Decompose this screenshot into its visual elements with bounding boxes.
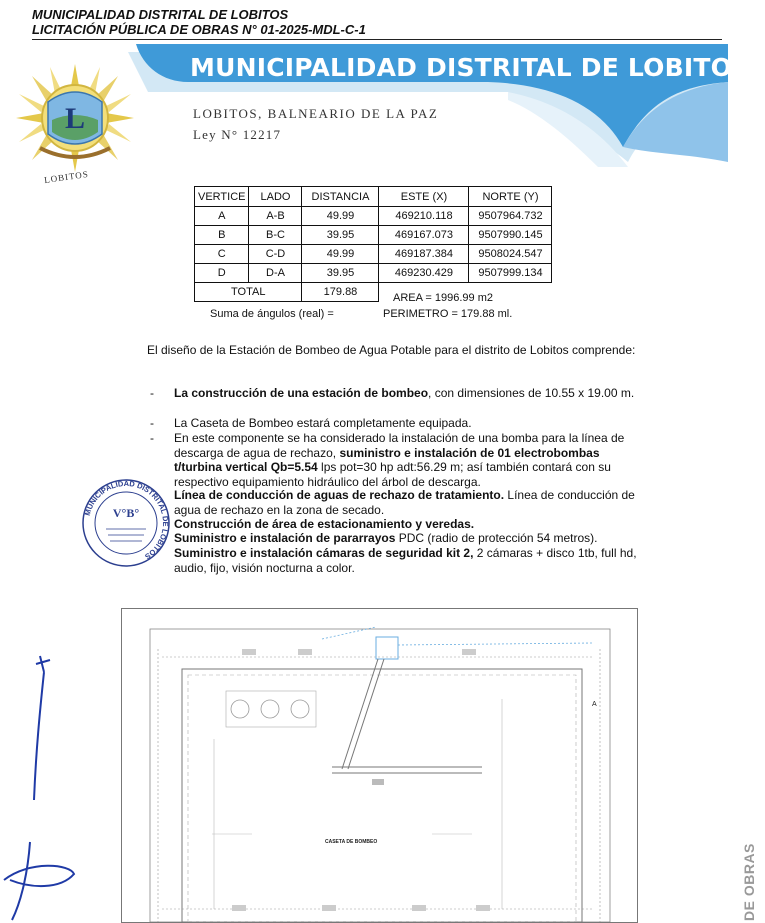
cell-lado: B-C xyxy=(249,226,302,245)
cell-lado: D-A xyxy=(249,264,302,283)
list-item xyxy=(174,531,638,546)
col-header-distancia: DISTANCIA xyxy=(302,187,379,207)
table-row xyxy=(195,226,552,245)
cell-distancia: 49.99 xyxy=(302,245,379,264)
site-plan-lines xyxy=(122,609,637,922)
side-margin-text: DE OBRAS xyxy=(741,843,757,921)
cell-norte: 9507990.145 xyxy=(469,226,552,245)
cell-vertice: C xyxy=(195,245,249,264)
cell-lado: A-B xyxy=(249,207,302,226)
col-header-lado: LADO xyxy=(249,187,302,207)
cell-norte: 9507999.134 xyxy=(469,264,552,283)
bullet-dash: - xyxy=(150,386,154,400)
list-item xyxy=(174,488,638,517)
cell-vertice: B xyxy=(195,226,249,245)
coordinates-table xyxy=(194,186,552,302)
bullet-dash: - xyxy=(150,416,154,430)
cell-este: 469210.118 xyxy=(379,207,469,226)
item-text: lps pot=30 hp adt:56.29 m; así también contará con su respectivo equipamiento hidráulico del árbol de descarga. xyxy=(174,460,611,489)
site-plan-drawing xyxy=(121,608,638,923)
drawing-label: CASETA DE BOMBEO xyxy=(325,839,378,845)
table-row xyxy=(195,245,552,264)
item-text: PDC (radio de protección 54 metros). xyxy=(395,531,598,545)
cell-norte: 9507964.732 xyxy=(469,207,552,226)
area-value: AREA = 1996.99 m2 xyxy=(393,292,493,304)
perimeter-value: PERIMETRO = 179.88 ml. xyxy=(383,308,513,320)
cell-distancia: 49.99 xyxy=(302,207,379,226)
item-text: En este componente se ha considerado la instalación de una bomba para la línea de descarga de agua de rechazo, xyxy=(174,431,625,460)
banner-law: Ley N° 12217 xyxy=(193,127,282,142)
signature-mark xyxy=(0,840,80,921)
logo-letter: L xyxy=(64,102,86,135)
cell-este: 469230.429 xyxy=(379,264,469,283)
col-header-vertice: VERTICE xyxy=(195,187,249,207)
banner-title: MUNICIPALIDAD DISTRITAL DE LOBITOS xyxy=(190,53,751,82)
intro-paragraph: El diseño de la Estación de Bombeo de Agua Potable para el distrito de Lobitos comprende: xyxy=(147,343,636,357)
item-bold: La construcción de una estación de bombeo xyxy=(174,386,429,400)
drawing-point-label: A xyxy=(592,701,597,708)
cell-este: 469167.073 xyxy=(379,226,469,245)
item-text: , con dimensiones de 10.55 x 19.00 m. xyxy=(428,386,635,400)
cell-este: 469187.384 xyxy=(379,245,469,264)
approval-stamp xyxy=(80,477,172,569)
signature-mark xyxy=(26,650,66,810)
item-bold: Suministro e instalación cámaras de seguridad kit 2, xyxy=(174,546,474,560)
banner-subtitle: LOBITOS, BALNEARIO DE LA PAZ xyxy=(193,106,439,121)
cell-distancia: 39.95 xyxy=(302,264,379,283)
stamp-center-text: V°B° xyxy=(112,506,140,520)
cell-vertice: D xyxy=(195,264,249,283)
list-item xyxy=(174,386,638,401)
col-header-norte: NORTE (Y) xyxy=(469,187,552,207)
total-label: TOTAL xyxy=(195,283,302,302)
table-row xyxy=(195,207,552,226)
header-rule xyxy=(32,39,722,40)
item-bold: Línea de conducción de aguas de rechazo de tratamiento. xyxy=(174,488,505,502)
table-row xyxy=(195,264,552,283)
item-bold: suministro e instalación de 01 electrobombas t/turbina vertical Qb=5.54 xyxy=(174,445,600,474)
cell-distancia: 39.95 xyxy=(302,226,379,245)
item-text: Línea de conducción de agua de rechazo en la zona de secado. xyxy=(174,488,635,517)
table-total-row xyxy=(195,283,552,302)
document-header-tender: LICITACIÓN PÚBLICA DE OBRAS N° 01-2025-MDL-C-1 xyxy=(32,22,366,37)
list-item: Construcción de área de estacionamiento y veredas. xyxy=(174,517,475,531)
bullet-dash: - xyxy=(150,431,154,445)
document-header-entity: MUNICIPALIDAD DISTRITAL DE LOBITOS xyxy=(32,7,289,22)
col-header-este: ESTE (X) xyxy=(379,187,469,207)
sum-angles-label: Suma de ángulos (real) = xyxy=(210,308,334,320)
cell-vertice: A xyxy=(195,207,249,226)
stamp-ring-text: MUNICIPALIDAD DISTRITAL DE LOBITOS xyxy=(82,478,171,562)
table-header-row xyxy=(195,187,552,207)
item-bold: Suministro e instalación de pararrayos xyxy=(174,531,396,545)
cell-lado: C-D xyxy=(249,245,302,264)
logo-caption: LOBITOS xyxy=(43,168,90,186)
cell-norte: 9508024.547 xyxy=(469,245,552,264)
total-value: 179.88 xyxy=(302,283,379,302)
list-item: La Caseta de Bombeo estará completamente equipada. xyxy=(174,416,472,430)
list-item xyxy=(174,431,638,489)
list-item xyxy=(174,546,638,575)
item-text: 2 cámaras + disco 1tb, full hd, audio, fijo, visión nocturna a color. xyxy=(174,546,637,575)
